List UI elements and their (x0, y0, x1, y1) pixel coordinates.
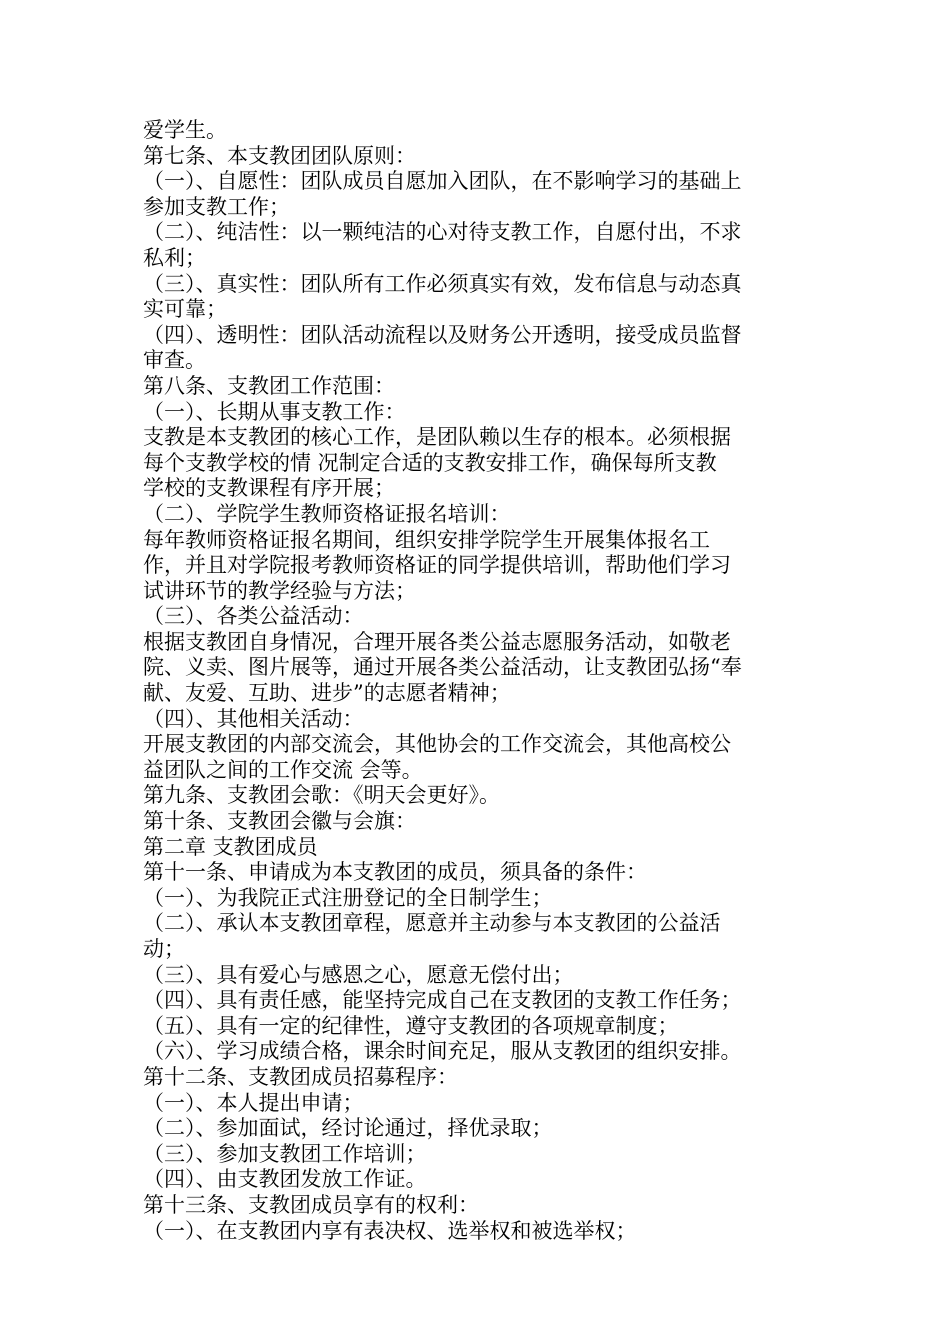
text-line: （一）、长期从事支教工作： (143, 399, 406, 424)
text-line: 第八条、支教团工作范围： (143, 373, 395, 398)
text-line: 院、义卖、图片展等，通过开展各类公益活动，让支教团弘扬“奉 (143, 655, 742, 680)
text-line: 试讲环节的教学经验与方法； (143, 578, 416, 603)
text-line: 献、友爱、互助、进步”的志愿者精神； (143, 681, 511, 706)
text-line: 第十条、支教团会徽与会旗： (143, 809, 416, 834)
text-line: 学校的支教课程有序开展； (143, 476, 395, 501)
text-line: 每年教师资格证报名期间，组织安排学院学生开展集体报名工 (143, 527, 710, 552)
text-line: （四）、具有责任感，能坚持完成自己在支教团的支教工作任务； (143, 988, 742, 1013)
text-line: （四）、透明性：团队活动流程以及财务公开透明，接受成员监督 (143, 322, 742, 347)
text-line: （三）、真实性：团队所有工作必须真实有效，发布信息与动态真 (143, 271, 742, 296)
text-line: 益团队之间的工作交流 会等。 (143, 757, 423, 782)
text-line: （五）、具有一定的纪律性，遵守支教团的各项规章制度； (143, 1013, 679, 1038)
text-line: 参加支教工作； (143, 194, 290, 219)
text-line: （一）、在支教团内享有表决权、选举权和被选举权； (143, 1218, 637, 1243)
text-line: 第二章 支教团成员 (143, 834, 318, 859)
text-line: 动； (143, 937, 185, 961)
text-line: 第九条、支教团会歌：《明天会更好》。 (143, 783, 500, 808)
text-line: 第十三条、支教团成员享有的权利： (143, 1192, 479, 1217)
text-line: 根据支教团自身情况，合理开展各类公益志愿服务活动，如敬老 (143, 629, 731, 654)
text-line: 第七条、本支教团团队原则： (143, 143, 416, 168)
text-line: （一）、为我院正式注册登记的全日制学生； (143, 885, 553, 910)
text-line: 第十一条、申请成为本支教团的成员，须具备的条件： (143, 860, 647, 885)
text-line: （二）、学院学生教师资格证报名培训： (143, 501, 511, 526)
text-line: 审查。 (143, 348, 206, 373)
text-line: （三）、参加支教团工作培训； (143, 1141, 427, 1166)
text-line: （六）、学习成绩合格，课余时间充足，服从支教团的组织安排。 (143, 1039, 742, 1064)
text-line: （二）、承认本支教团章程，愿意并主动参与本支教团的公益活 (143, 911, 721, 936)
text-line: （四）、由支教团发放工作证。 (143, 1167, 427, 1192)
text-line: （三）、各类公益活动： (143, 604, 364, 629)
text-line: 爱学生。 (143, 118, 227, 142)
text-line: 第十二条、支教团成员招募程序： (143, 1064, 458, 1089)
text-line: 作，并且对学院报考教师资格证的同学提供培训，帮助他们学习 (143, 553, 731, 578)
text-line: （一）、本人提出申请； (143, 1090, 364, 1115)
text-line: （四）、其他相关活动： (143, 706, 364, 731)
text-line: （三）、具有爱心与感恩之心，愿意无偿付出； (143, 962, 574, 987)
text-line: 支教是本支教团的核心工作，是团队赖以生存的根本。必须根据 (143, 425, 731, 450)
document-page (143, 118, 811, 1244)
text-line: 每个支教学校的情 况制定合适的支教安排工作，确保每所支教 (143, 450, 717, 475)
text-line: （二）、纯洁性：以一颗纯洁的心对待支教工作，自愿付出，不求 (143, 220, 742, 245)
text-line: （一）、自愿性：团队成员自愿加入团队，在不影响学习的基础上 (143, 169, 742, 194)
text-line: 实可靠； (143, 297, 227, 322)
text-line: 私利； (143, 245, 206, 270)
text-line: 开展支教团的内部交流会，其他协会的工作交流会，其他高校公 (143, 732, 731, 757)
text-line: （二）、参加面试，经讨论通过，择优录取； (143, 1116, 553, 1141)
